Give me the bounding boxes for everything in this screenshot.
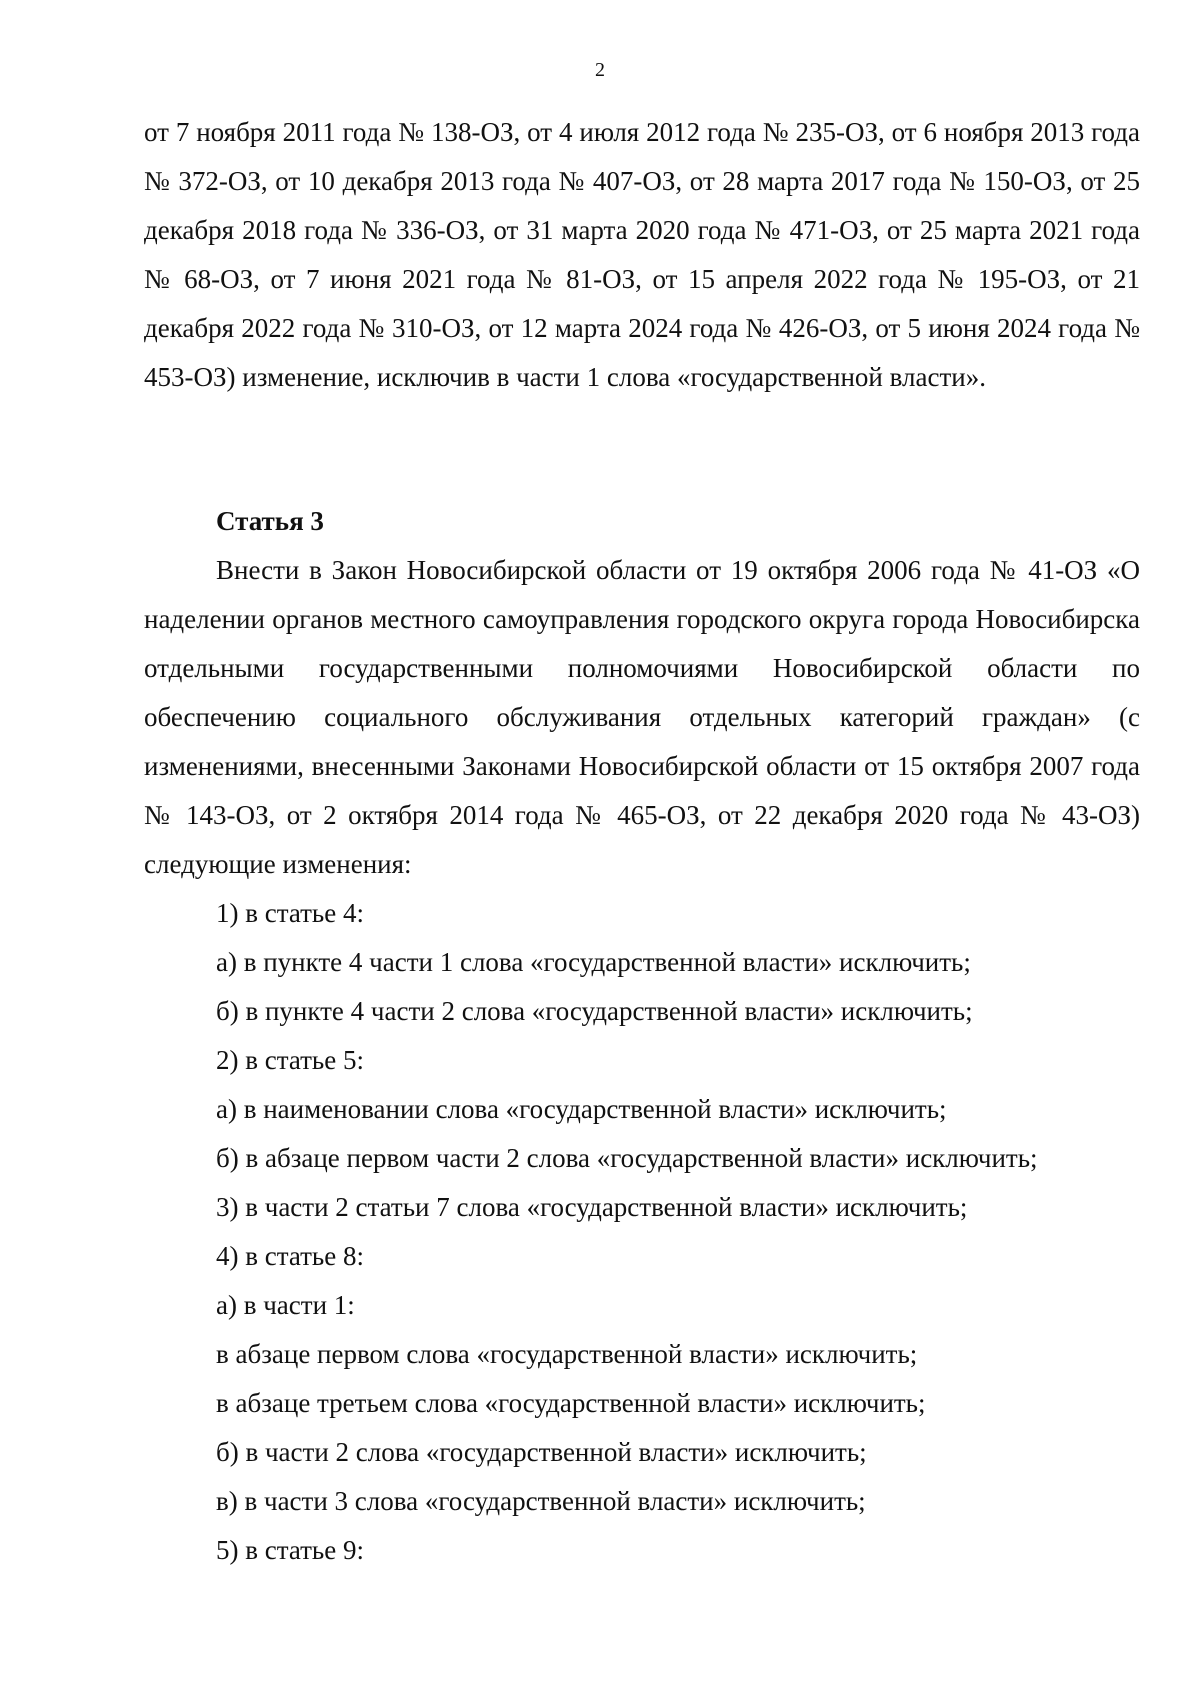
amendment-item: 2) в статье 5: <box>216 1045 364 1075</box>
article-heading: Статья 3 <box>216 506 324 536</box>
amendment-item: б) в части 2 слова «государственной власти» исключить; <box>216 1437 867 1467</box>
intro-paragraph: от 7 ноября 2011 года № 138-ОЗ, от 4 июля 2012 года № 235-ОЗ, от 6 ноября 2013 года № 372-ОЗ, от 10 декабря 2013 года № 407-ОЗ, от 28 марта 2017 года № 150-ОЗ, от 25 декабря 2018 года № 336-ОЗ, от 31 марта 2020 года № 471-ОЗ, от 25 марта 2021 года № 68-ОЗ, от 7 июня 2021 года № 81-ОЗ, от 15 апреля 2022 года № 195-ОЗ, от 21 декабря 2022 года № 310-ОЗ, от 12 марта 2024 года № 426-ОЗ, от 5 июня 2024 года № 453-ОЗ) изменение, исключив в части 1 слова «государственной власти». <box>144 117 1140 392</box>
amendment-item: 4) в статье 8: <box>216 1241 364 1271</box>
amendment-item: б) в абзаце первом части 2 слова «государственной власти» исключить; <box>216 1143 1038 1173</box>
amendment-item: а) в наименовании слова «государственной власти» исключить; <box>216 1094 947 1124</box>
amendment-item: 1) в статье 4: <box>216 898 364 928</box>
amendment-item: в) в части 3 слова «государственной власти» исключить; <box>216 1486 866 1516</box>
amendment-item: в абзаце третьем слова «государственной власти» исключить; <box>216 1388 926 1418</box>
amendment-item: б) в пункте 4 части 2 слова «государственной власти» исключить; <box>216 996 973 1026</box>
amendment-item: а) в части 1: <box>216 1290 355 1320</box>
amendment-item: в абзаце первом слова «государственной власти» исключить; <box>216 1339 918 1369</box>
article-body-paragraph: Внести в Закон Новосибирской области от 19 октября 2006 года № 41-ОЗ «О наделении органов местного самоуправления городского округа города Новосибирска отдельными государственными полномочиями Новосибирской области по обеспечению социального обслуживания отдельных категорий граждан» (с изменениями, внесенными Законами Новосибирской области от 15 октября 2007 года № 143-ОЗ, от 2 октября 2014 года № 465-ОЗ, от 22 декабря 2020 года № 43-ОЗ) следующие изменения: <box>144 555 1140 879</box>
amendment-item: 5) в статье 9: <box>216 1535 364 1565</box>
amendment-item: 3) в части 2 статьи 7 слова «государственной власти» исключить; <box>216 1192 968 1222</box>
amendment-list <box>216 889 1140 1575</box>
page-number: 2 <box>595 59 605 81</box>
amendment-item: а) в пункте 4 части 1 слова «государственной власти» исключить; <box>216 947 971 977</box>
